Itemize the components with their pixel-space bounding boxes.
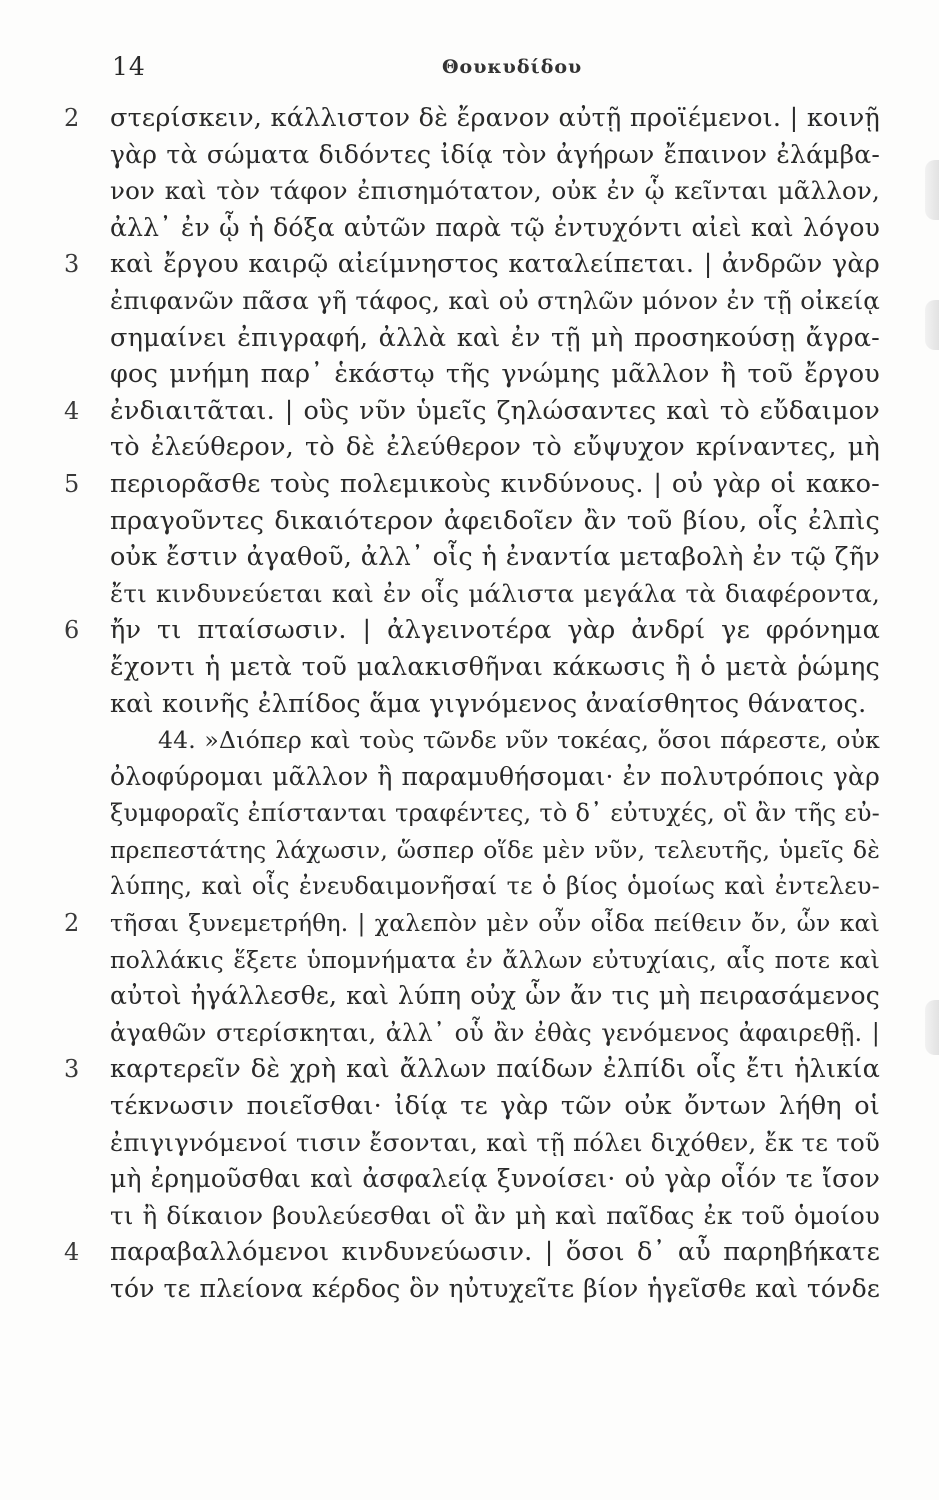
text-line [0, 1271, 939, 1308]
line-text: 44. »Διόπερ καὶ τοὺς τῶνδε νῦν τοκέας, ὅσοι πάρεστε, οὐκ [158, 726, 880, 755]
line-text: στερίσκειν, κάλλιστον δὲ ἔρανον αὐτῇ προϊέμενοι. | κοινῇ [110, 103, 880, 133]
text-line [0, 795, 939, 832]
text-line [0, 356, 939, 393]
line-text: ὀλοφύρομαι μᾶλλον ἢ παραμυθήσομαι· ἐν πολυτρόποις γὰρ [110, 761, 880, 791]
text-line [0, 246, 939, 283]
line-text: τόν τε πλείονα κέρδος ὃν ηὐτυχεῖτε βίον ἡγεῖσθε καὶ τόνδε [110, 1274, 880, 1303]
text-line [0, 539, 939, 576]
line-text: οὐκ ἔστιν ἀγαθοῦ, ἀλλ᾽ οἷς ἡ ἐναντία μεταβολὴ ἐν τῷ ζῆν [110, 542, 880, 573]
text-line [0, 320, 939, 357]
text-line [0, 1161, 939, 1198]
line-text: ἔτι κινδυνεύεται καὶ ἐν οἷς μάλιστα μεγάλα τὰ διαφέροντα, [110, 578, 880, 608]
section-number: 3 [64, 250, 80, 279]
text-line [0, 1015, 939, 1052]
line-text: καὶ κοινῆς ἐλπίδος ἅμα γιγνόμενος ἀναίσθητος θάνατος. [110, 688, 867, 719]
section-number: 4 [64, 1238, 80, 1267]
line-text: ἔχοντι ἡ μετὰ τοῦ μαλακισθῆναι κάκωσις ἢ ὁ μετὰ ῥώμης [110, 651, 880, 682]
line-text: πολλάκις ἕξετε ὑπομνήματα ἐν ἄλλων εὐτυχίαις, αἷς ποτε καὶ [110, 945, 880, 974]
text-line [0, 576, 939, 613]
line-text: καὶ ἔργου καιρῷ αἰείμνηστος καταλείπεται. | ἀνδρῶν γὰρ [110, 249, 880, 280]
text-line [0, 503, 939, 540]
text-line [0, 649, 939, 686]
text-line [0, 173, 939, 210]
text-line [0, 978, 939, 1015]
line-text: σημαίνει ἐπιγραφή, ἀλλὰ καὶ ἐν τῇ μὴ προσηκούσῃ ἄγρα- [110, 322, 880, 353]
line-text: πραγοῦντες δικαιότερον ἀφειδοῖεν ἂν τοῦ βίου, οἷς ἐλπὶς [110, 505, 880, 536]
text-line [0, 137, 939, 174]
text-line [0, 429, 939, 466]
section-number: 2 [64, 909, 80, 938]
section-number: 5 [64, 469, 80, 498]
line-text: τῆσαι ξυνεμετρήθη. | χαλεπὸν μὲν οὖν οἶδα πείθειν ὄν, ὧν καὶ [110, 909, 880, 938]
line-text: φος μνήμη παρ᾽ ἑκάστῳ τῆς γνώμης μᾶλλον ἢ τοῦ ἔργου [110, 359, 880, 390]
text-line [0, 759, 939, 796]
text-line [0, 612, 939, 649]
text-line [0, 283, 939, 320]
line-text: τι ἢ δίκαιον βουλεύεσθαι οἳ ἂν μὴ καὶ παῖδας ἐκ τοῦ ὁμοίου [110, 1200, 880, 1230]
text-line [0, 1088, 939, 1125]
line-text: ἐπιγιγνόμενοί τισιν ἔσονται, καὶ τῇ πόλει διχόθεν, ἔκ τε τοῦ [110, 1127, 880, 1157]
text-line [0, 210, 939, 247]
running-title: Θουκυδίδου [442, 56, 583, 78]
text-line [0, 1234, 939, 1271]
text-line [0, 1198, 939, 1235]
line-text: ἀγαθῶν στερίσκηται, ἀλλ᾽ οὗ ἂν ἐθὰς γενόμενος ἀφαιρεθῇ. | [110, 1018, 880, 1047]
line-text: ξυμφοραῖς ἐπίστανται τραφέντες, τὸ δ᾽ εὐτυχές, οἳ ἂν τῆς εὐ- [110, 799, 880, 828]
line-text: ἤν τι πταίσωσιν. | ἀλγεινοτέρα γὰρ ἀνδρί γε φρόνημα [110, 615, 880, 646]
line-text: γὰρ τὰ σώματα διδόντες ἰδίᾳ τὸν ἀγήρων ἔπαινον ἐλάμβα- [110, 139, 880, 169]
line-text: παραβαλλόμενοι κινδυνεύωσιν. | ὅσοι δ᾽ αὖ παρηβήκατε [110, 1237, 880, 1268]
line-text: λύπης, καὶ οἷς ἐνευδαιμονῆσαί τε ὁ βίος ὁμοίως καὶ ἐντελευ- [110, 872, 880, 901]
text-line [0, 686, 939, 723]
line-text: ἐνδιαιτᾶται. | οὓς νῦν ὑμεῖς ζηλώσαντες καὶ τὸ εὔδαιμον [110, 395, 880, 426]
text-line [0, 942, 939, 979]
text-line [0, 393, 939, 430]
text-line [0, 832, 939, 869]
text-line [0, 466, 939, 503]
text-line [0, 868, 939, 905]
line-text: αὐτοὶ ἠγάλλεσθε, καὶ λύπη οὐχ ὧν ἄν τις μὴ πειρασάμενος [110, 981, 880, 1011]
line-text: μὴ ἐρημοῦσθαι καὶ ἀσφαλείᾳ ξυνοίσει· οὐ γὰρ οἷόν τε ἴσον [110, 1164, 880, 1194]
line-text: ἀλλ᾽ ἐν ᾧ ἡ δόξα αὐτῶν παρὰ τῷ ἐντυχόντι αἰεὶ καὶ λόγου [110, 212, 880, 242]
page-number: 14 [112, 52, 146, 81]
text-body [0, 100, 939, 1308]
line-text: πρεπεστάτης λάχωσιν, ὥσπερ οἵδε μὲν νῦν, τελευτῆς, ὑμεῖς δὲ [110, 835, 880, 864]
section-number: 6 [64, 616, 80, 645]
text-line [0, 1051, 939, 1088]
section-number: 3 [64, 1055, 80, 1084]
line-text: νον καὶ τὸν τάφον ἐπισημότατον, οὐκ ἐν ᾧ κεῖνται μᾶλλον, [110, 176, 880, 206]
text-line [0, 1125, 939, 1162]
text-line [0, 100, 939, 137]
line-text: τέκνωσιν ποιεῖσθαι· ἰδίᾳ τε γὰρ τῶν οὐκ ὄντων λήθη οἱ [110, 1091, 880, 1122]
line-text: καρτερεῖν δὲ χρὴ καὶ ἄλλων παίδων ἐλπίδι οἷς ἔτι ἡλικία [110, 1054, 880, 1085]
line-text: περιορᾶσθε τοὺς πολεμικοὺς κινδύνους. | οὐ γὰρ οἱ κακο- [110, 468, 880, 499]
line-text: τὸ ἐλεύθερον, τὸ δὲ ἐλεύθερον τὸ εὔψυχον κρίναντες, μὴ [110, 432, 880, 463]
section-number: 2 [64, 104, 80, 132]
line-text: ἐπιφανῶν πᾶσα γῆ τάφος, καὶ οὐ στηλῶν μόνον ἐν τῇ οἰκείᾳ [110, 285, 880, 315]
page-header [112, 52, 882, 92]
text-line [0, 905, 939, 942]
text-line [0, 722, 939, 759]
section-number: 4 [64, 396, 80, 425]
